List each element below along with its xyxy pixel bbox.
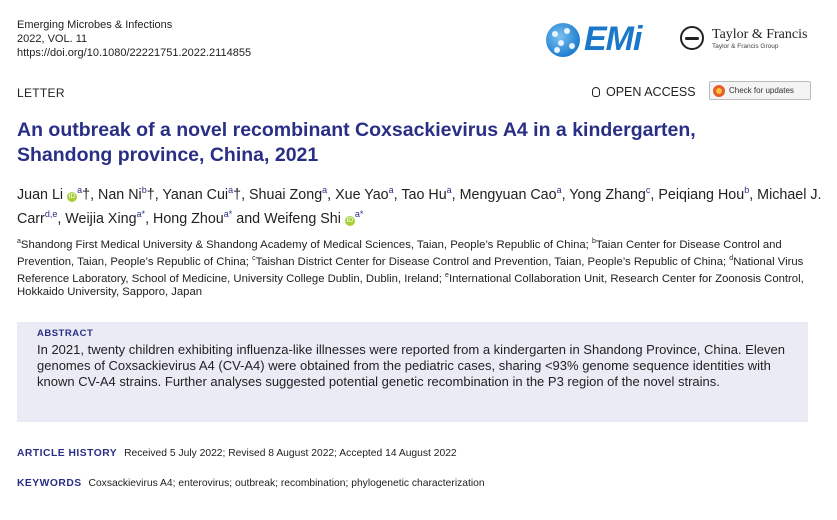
emi-logo[interactable]: [546, 20, 641, 59]
author-name: Juan Li: [17, 186, 64, 203]
author[interactable]: [335, 187, 394, 203]
affiliation-key: c: [252, 254, 256, 262]
journal-name: Emerging Microbes & Infections: [17, 19, 173, 31]
author-affiliation-mark: a: [446, 185, 452, 195]
equal-contribution-mark: †: [146, 186, 155, 203]
author-affiliation-mark: d,e: [44, 208, 58, 219]
publisher-group: Taylor & Francis Group: [712, 42, 779, 50]
history-heading: ARTICLE HISTORY: [17, 448, 118, 459]
article-history: [17, 448, 457, 459]
author-affiliation-mark: a*: [223, 208, 233, 219]
doi-link[interactable]: https://doi.org/10.1080/22221751.2022.2114855: [17, 47, 252, 59]
abstract-text: In 2021, twenty children exhibiting influenza-like illnesses were reported from a kindergarten in Shandong Province, China. Eleven genomes of Coxsackievirus A4 (CV-A4) were obtained from the pediatric cases, sharing <93% genome sequence identities with known CV-A4 strains. Further analyses suggested potential genetic recombination in the P3 region of the novel strains.: [37, 342, 785, 389]
affiliation-text: Shandong First Medical University & Shandong Academy of Medical Sciences, Taian, People’s Republic of China;: [20, 238, 592, 251]
affiliations: [17, 235, 827, 299]
author-name: Shuai Zong: [249, 186, 323, 203]
author[interactable]: [98, 187, 155, 203]
author[interactable]: [658, 187, 749, 203]
author-name: Weifeng Shi: [264, 210, 341, 227]
author-name: Xue Yao: [335, 186, 389, 203]
affiliation-key: b: [591, 238, 596, 245]
author-affiliation-mark: a: [77, 185, 83, 195]
keywords-heading: KEYWORDS: [17, 478, 82, 489]
equal-contribution-mark: †: [82, 186, 91, 203]
affiliation-key: d: [729, 254, 734, 262]
publisher-logo[interactable]: [680, 26, 807, 50]
article-type: LETTER: [17, 86, 65, 100]
author-name: Mengyuan Cao: [459, 186, 557, 203]
journal-info: [17, 18, 251, 60]
author-name: Yanan Cui: [162, 186, 229, 203]
author-affiliation-mark: a: [556, 185, 562, 195]
crossmark-icon: [713, 85, 725, 97]
orcid-icon[interactable]: iD: [68, 192, 76, 200]
author[interactable]: [65, 208, 146, 227]
check-for-updates-label: Check for updates: [729, 86, 794, 95]
affiliation-text: National Virus Reference Laboratory, School of Medicine, University College Dublin, Dublin, Ireland;: [17, 255, 804, 285]
author[interactable]: [401, 187, 451, 203]
affiliation-key: a: [17, 238, 21, 245]
journal-volume: 2022, VOL. 11: [17, 33, 88, 45]
author-name: Peiqiang Hou: [658, 186, 745, 203]
author[interactable]: [153, 208, 233, 227]
affiliation-text: Taian Center for Disease Control and Prevention, Taian, People’s Republic of China;: [17, 238, 782, 268]
author-affiliation-mark: c: [645, 185, 651, 195]
publisher-emblem-icon: [680, 26, 704, 50]
author-list: Juan Li $iD^a\dagger$, Nan Ni$^b$†, Yanan Cui$^a$†, Shuai Zong$^a$, Xue Yao$^a$, Tao Hu$^a$, Mengyuan Cao$^a$, Yong Zhang$^c$, Peiqiang Hou$^b$, Michael J. Carr$^{d,e}$, Weijia Xing$^{a*}$, Hong Zhou$^{a*}$ and Weifeng Shi $iD^{a*}$: [17, 185, 822, 227]
check-for-updates-button[interactable]: [709, 81, 811, 100]
author[interactable]: [460, 187, 562, 203]
author-affiliation-mark: a: [388, 185, 394, 195]
author-name: Weijia Xing: [65, 210, 137, 227]
keywords-text: Coxsackievirus A4; enterovirus; outbreak; recombination; phylogenetic characterization: [88, 478, 485, 489]
affiliation-key: e: [445, 271, 449, 279]
author-affiliation-mark: a: [228, 185, 234, 195]
globe-icon: [546, 23, 580, 57]
affiliation-text: International Collaboration Unit, Research Center for Zoonosis Control, Hokkaido University, Sapporo, Japan: [17, 272, 804, 299]
author-affiliation-mark: a: [322, 185, 328, 195]
publisher-name: Taylor & Francis: [712, 26, 808, 42]
abstract-heading: ABSTRACT: [37, 328, 94, 339]
title-line-1: An outbreak of a novel recombinant Coxsackievirus A4 in a kindergarten,: [17, 119, 696, 141]
equal-contribution-mark: †: [233, 186, 242, 203]
author-name: Hong Zhou: [153, 210, 224, 227]
keywords: [17, 478, 485, 489]
abstract-box: [17, 322, 808, 422]
orcid-icon[interactable]: iD: [346, 216, 354, 224]
author-affiliation-mark: a*: [354, 208, 364, 219]
affiliation-text: Taishan District Center for Disease Control and Prevention, Taian, People’s Republic of China;: [255, 255, 730, 268]
history-text: Received 5 July 2022; Revised 8 August 2022; Accepted 14 August 2022: [124, 448, 457, 459]
author-affiliation-mark: b: [141, 185, 147, 195]
author-name: Michael J. Carr: [17, 186, 822, 227]
emi-wordmark: EMi: [584, 20, 642, 58]
author-name: Nan Ni: [98, 186, 142, 203]
open-access-badge: [592, 85, 696, 99]
article-title: [17, 118, 817, 168]
author-name: Yong Zhang: [569, 186, 646, 203]
author-affiliation-mark: b: [744, 185, 750, 195]
author[interactable]: [17, 187, 90, 203]
author[interactable]: [162, 187, 241, 203]
author[interactable]: [249, 187, 327, 203]
open-access-label: OPEN ACCESS: [606, 85, 696, 99]
open-lock-icon: [592, 87, 600, 97]
author[interactable]: [264, 208, 364, 227]
title-line-2: Shandong province, China, 2021: [17, 144, 319, 166]
author-affiliation-mark: a*: [136, 208, 146, 219]
author-name: Tao Hu: [401, 186, 447, 203]
author[interactable]: [569, 187, 650, 203]
